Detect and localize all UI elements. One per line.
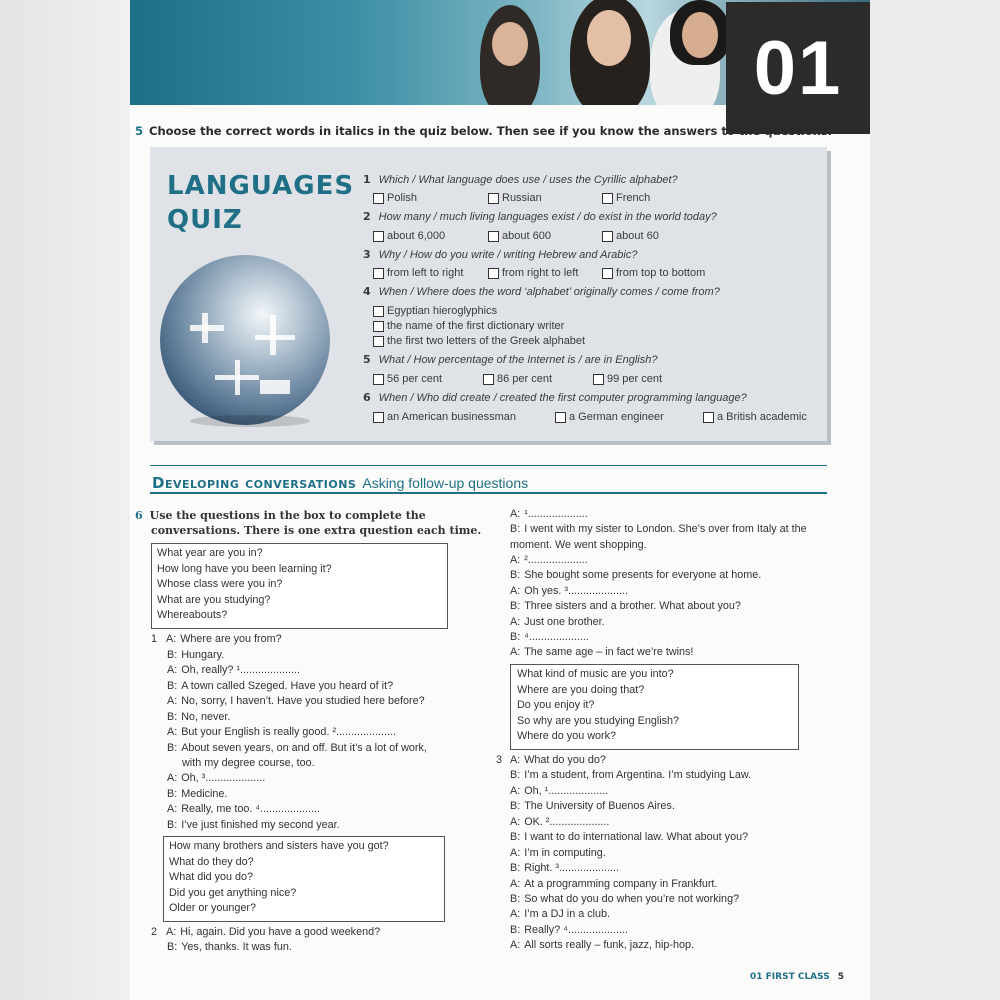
page-footer bbox=[750, 972, 844, 982]
line-text: No, never. bbox=[181, 711, 231, 723]
exercise-6-instruction bbox=[135, 508, 426, 524]
speaker: A: bbox=[510, 754, 521, 766]
checkbox-icon[interactable] bbox=[602, 231, 613, 242]
quiz-option-checkbox[interactable] bbox=[602, 230, 659, 242]
line-text: So what do you do when you’re not working? bbox=[524, 893, 740, 905]
checkbox-icon[interactable] bbox=[373, 412, 384, 423]
checkbox-icon[interactable] bbox=[602, 193, 613, 204]
section-rule-top bbox=[150, 465, 827, 466]
dialogue-line bbox=[167, 940, 292, 956]
photo-face-2 bbox=[587, 10, 631, 66]
dialogue-line bbox=[167, 694, 425, 710]
option-label: about 600 bbox=[502, 230, 551, 242]
speaker: B: bbox=[510, 631, 521, 643]
speaker: B: bbox=[510, 893, 521, 905]
box-question: Older or younger? bbox=[169, 902, 257, 914]
box-question: Where do you work? bbox=[517, 730, 617, 742]
line-text: She bought some presents for everyone at home. bbox=[524, 569, 762, 581]
speaker: B: bbox=[510, 523, 521, 535]
quiz-option-checkbox[interactable] bbox=[488, 267, 578, 279]
option-label: 86 per cent bbox=[497, 373, 553, 385]
speaker: A: bbox=[510, 878, 521, 890]
speaker: A: bbox=[510, 785, 521, 797]
globe-shadow bbox=[190, 415, 310, 427]
question-number: 3 bbox=[363, 248, 371, 261]
photo-face-1 bbox=[492, 22, 528, 66]
question-box-3 bbox=[510, 664, 799, 750]
line-text: Really? ⁴.................... bbox=[524, 924, 628, 936]
line-text: All sorts really – funk, jazz, hip-hop. bbox=[524, 939, 695, 951]
speaker: B: bbox=[510, 800, 521, 812]
quiz-option-checkbox[interactable] bbox=[373, 305, 497, 317]
option-label: the name of the first dictionary writer bbox=[387, 320, 565, 332]
checkbox-icon[interactable] bbox=[488, 268, 499, 279]
speaker: B: bbox=[510, 569, 521, 581]
question-number: 6 bbox=[363, 391, 371, 404]
line-text: No, sorry, I haven’t. Have you studied here before? bbox=[181, 695, 425, 707]
unit-number-badge: 01 bbox=[726, 2, 870, 134]
question-number: 4 bbox=[363, 285, 371, 298]
dialogue-line bbox=[510, 907, 610, 923]
line-text: But your English is really good. ².................... bbox=[181, 726, 397, 738]
speaker: A: bbox=[510, 585, 521, 597]
line-text: Really, me too. ⁴.................... bbox=[181, 803, 321, 815]
speaker: A: bbox=[166, 633, 177, 645]
option-label: French bbox=[616, 192, 651, 204]
dialogue-line bbox=[510, 568, 761, 584]
line-text: ¹.................... bbox=[524, 508, 588, 520]
speaker: A: bbox=[167, 695, 178, 707]
speaker: A: bbox=[167, 772, 178, 784]
quiz-title-line-2: QUIZ bbox=[167, 205, 243, 235]
option-label: the first two letters of the Greek alphabet bbox=[387, 335, 586, 347]
box-question: Do you enjoy it? bbox=[517, 699, 595, 711]
dialogue-line bbox=[510, 553, 588, 569]
flag-stripe bbox=[202, 313, 208, 343]
line-text: ².................... bbox=[524, 554, 588, 566]
speaker: B: bbox=[167, 711, 178, 723]
checkbox-icon[interactable] bbox=[373, 193, 384, 204]
quiz-option-checkbox[interactable] bbox=[555, 411, 664, 423]
question-text: When / Who did create / created the first computer programming language? bbox=[378, 392, 747, 404]
dialogue-line: with my degree course, too. bbox=[182, 757, 315, 769]
dialogue-line: moment. We went shopping. bbox=[510, 539, 647, 551]
line-text: I went with my sister to London. She’s over from Italy at the bbox=[524, 523, 807, 535]
quiz-option-checkbox[interactable] bbox=[373, 373, 442, 385]
line-text: Oh, really? ¹.................... bbox=[181, 664, 301, 676]
box-question: Did you get anything nice? bbox=[169, 886, 297, 899]
line-text: Oh, ¹.................... bbox=[524, 785, 609, 797]
question-number: 2 bbox=[363, 210, 371, 223]
line-text: ⁴.................... bbox=[524, 631, 589, 643]
checkbox-icon[interactable] bbox=[602, 268, 613, 279]
dialogue-line bbox=[510, 615, 605, 631]
question-text: When / Where does the word ‘alphabet’ originally comes / come from? bbox=[378, 286, 720, 298]
quiz-option-checkbox[interactable] bbox=[703, 411, 807, 423]
option-label: a British academic bbox=[717, 411, 807, 423]
box-question: How long have you been learning it? bbox=[157, 562, 332, 575]
exercise-number: 5 bbox=[135, 124, 144, 138]
flag-patch bbox=[260, 380, 290, 394]
speaker: A: bbox=[510, 554, 521, 566]
dialogue-line bbox=[510, 768, 751, 784]
speaker: A: bbox=[167, 726, 178, 738]
line-text: Right. ³.................... bbox=[524, 862, 619, 874]
quiz-question-2 bbox=[363, 210, 717, 223]
line-text: The same age – in fact we’re twins! bbox=[524, 646, 694, 658]
dialogue-line bbox=[167, 787, 227, 803]
quiz-question-3 bbox=[363, 248, 637, 261]
conversation-number: 2 bbox=[151, 926, 158, 938]
line-text: The University of Buenos Aires. bbox=[524, 800, 675, 812]
box-question: Whose class were you in? bbox=[157, 578, 283, 590]
globe-of-flags-image bbox=[160, 255, 330, 425]
speaker: A: bbox=[510, 508, 521, 520]
dialogue-line bbox=[510, 630, 589, 646]
speaker: B: bbox=[510, 600, 521, 612]
question-box-1 bbox=[151, 543, 448, 629]
speaker: A: bbox=[510, 646, 521, 658]
speaker: A: bbox=[510, 908, 521, 920]
dialogue-line bbox=[496, 753, 606, 769]
quiz-question-1 bbox=[363, 173, 678, 186]
line-text: I’m a student, from Argentina. I’m studying Law. bbox=[524, 769, 752, 781]
line-text: Where are you from? bbox=[180, 633, 282, 645]
dialogue-line bbox=[167, 818, 340, 834]
speaker: A: bbox=[167, 803, 178, 815]
box-question: Whereabouts? bbox=[157, 609, 228, 621]
dialogue-line bbox=[167, 710, 230, 726]
question-text: What / How percentage of the Internet is / are in English? bbox=[378, 354, 658, 366]
line-text: About seven years, on and off. But it’s a lot of work, bbox=[181, 742, 427, 754]
quiz-option-checkbox[interactable] bbox=[373, 267, 463, 279]
line-text: At a programming company in Frankfurt. bbox=[524, 878, 718, 890]
speaker: B: bbox=[510, 831, 521, 843]
option-label: about 6,000 bbox=[387, 230, 446, 242]
option-label: 99 per cent bbox=[607, 373, 663, 385]
dialogue-line bbox=[510, 923, 628, 939]
quiz-option-checkbox[interactable] bbox=[483, 373, 552, 385]
line-text: Just one brother. bbox=[524, 616, 605, 628]
line-text: I’m in computing. bbox=[524, 847, 606, 859]
quiz-option-checkbox[interactable] bbox=[488, 192, 542, 204]
box-question: So why are you studying English? bbox=[517, 714, 680, 727]
quiz-option-checkbox[interactable] bbox=[373, 335, 585, 347]
checkbox-icon[interactable] bbox=[373, 268, 384, 279]
section-subtitle: Asking follow-up questions bbox=[362, 475, 529, 491]
quiz-option-checkbox[interactable] bbox=[373, 320, 564, 332]
speaker: A: bbox=[166, 926, 177, 938]
question-number: 1 bbox=[363, 173, 371, 186]
question-box-2 bbox=[163, 836, 445, 922]
speaker: A: bbox=[510, 847, 521, 859]
line-text: Yes, thanks. It was fun. bbox=[181, 941, 292, 953]
dialogue-line bbox=[510, 507, 588, 523]
line-text: Oh yes. ³.................... bbox=[524, 585, 628, 597]
dialogue-line bbox=[510, 645, 693, 661]
line-text: I’m a DJ in a club. bbox=[524, 908, 611, 920]
dialogue-line bbox=[167, 648, 224, 664]
speaker: B: bbox=[510, 769, 521, 781]
line-text: What do you do? bbox=[524, 754, 606, 766]
checkbox-icon[interactable] bbox=[703, 412, 714, 423]
option-label: 56 per cent bbox=[387, 373, 443, 385]
checkbox-icon[interactable] bbox=[373, 231, 384, 242]
exercise-6-instruction-cont: conversations. There is one extra question each time. bbox=[151, 524, 482, 537]
section-title: Developing conversations bbox=[152, 474, 357, 492]
box-question: What kind of music are you into? bbox=[517, 668, 674, 680]
option-label: about 60 bbox=[616, 230, 659, 242]
quiz-option-checkbox[interactable] bbox=[488, 230, 551, 242]
quiz-option-checkbox[interactable] bbox=[373, 411, 516, 423]
line-text: Hi, again. Did you have a good weekend? bbox=[180, 926, 381, 938]
option-label: from top to bottom bbox=[616, 267, 706, 279]
question-number: 5 bbox=[363, 353, 371, 366]
option-label: an American businessman bbox=[387, 411, 517, 423]
speaker: B: bbox=[510, 862, 521, 874]
line-text: Hungary. bbox=[181, 649, 225, 661]
quiz-option-checkbox[interactable] bbox=[373, 230, 445, 242]
box-question: What did you do? bbox=[169, 871, 254, 883]
box-question: What year are you in? bbox=[157, 547, 263, 559]
option-label: from right to left bbox=[502, 267, 579, 279]
dialogue-line bbox=[510, 522, 807, 538]
section-rule-bottom bbox=[150, 492, 827, 494]
speaker: A: bbox=[510, 616, 521, 628]
quiz-title bbox=[167, 169, 354, 237]
page-number: 5 bbox=[837, 972, 844, 982]
dialogue-line bbox=[510, 815, 609, 831]
dialogue-line bbox=[510, 799, 675, 815]
dialogue-line bbox=[167, 725, 396, 741]
quiz-question-6 bbox=[363, 391, 747, 404]
box-question: Where are you doing that? bbox=[517, 683, 645, 696]
speaker: A: bbox=[167, 664, 178, 676]
exercise-number: 6 bbox=[135, 509, 143, 522]
option-label: Polish bbox=[387, 192, 417, 204]
line-text: Three sisters and a brother. What about you? bbox=[524, 600, 741, 612]
dialogue-line bbox=[510, 599, 741, 615]
textbook-page bbox=[130, 0, 870, 1000]
dialogue-line bbox=[510, 877, 717, 893]
quiz-question-4 bbox=[363, 285, 720, 298]
speaker: B: bbox=[167, 941, 178, 953]
footer-unit-label: 01 FIRST CLASS bbox=[750, 972, 830, 982]
checkbox-icon[interactable] bbox=[593, 374, 604, 385]
dialogue-line bbox=[151, 925, 380, 941]
conversation-number: 3 bbox=[496, 754, 503, 766]
dialogue-line bbox=[167, 663, 300, 679]
checkbox-icon[interactable] bbox=[488, 231, 499, 242]
instruction-text: Choose the correct words in italics in the quiz below. Then see if you know the answers to the questions. bbox=[149, 124, 833, 138]
line-text: Oh, ³.................... bbox=[181, 772, 266, 784]
dialogue-line bbox=[510, 784, 608, 800]
line-text: Medicine. bbox=[181, 788, 228, 800]
dialogue-line bbox=[510, 861, 619, 877]
speaker: B: bbox=[167, 649, 178, 661]
question-text: Why / How do you write / writing Hebrew and Arabic? bbox=[378, 249, 638, 261]
checkbox-icon[interactable] bbox=[488, 193, 499, 204]
quiz-title-line-1: LANGUAGES bbox=[167, 171, 355, 201]
line-text: I’ve just finished my second year. bbox=[181, 819, 340, 831]
dialogue-line bbox=[167, 679, 393, 695]
quiz-option-checkbox[interactable] bbox=[373, 192, 417, 204]
quiz-option-checkbox[interactable] bbox=[593, 373, 662, 385]
box-question: What are you studying? bbox=[157, 593, 271, 606]
dialogue-line bbox=[510, 846, 606, 862]
line-text: I want to do international law. What about you? bbox=[524, 831, 749, 843]
exercise-5-instruction bbox=[135, 124, 832, 138]
dialogue-line bbox=[510, 938, 694, 954]
quiz-option-checkbox[interactable] bbox=[602, 192, 650, 204]
line-text: OK. ².................... bbox=[524, 816, 610, 828]
instruction-line-1: Use the questions in the box to complete the bbox=[149, 509, 426, 522]
option-label: a German engineer bbox=[569, 411, 664, 423]
checkbox-icon[interactable] bbox=[373, 336, 384, 347]
option-label: Russian bbox=[502, 192, 542, 204]
page-gutter-right bbox=[870, 0, 1000, 1000]
speaker: A: bbox=[510, 939, 521, 951]
page-gutter-left bbox=[0, 0, 130, 1000]
quiz-question-5 bbox=[363, 353, 657, 366]
speaker: B: bbox=[510, 924, 521, 936]
checkbox-icon[interactable] bbox=[483, 374, 494, 385]
dialogue-line bbox=[510, 584, 628, 600]
option-label: Egyptian hieroglyphics bbox=[387, 305, 498, 317]
languages-quiz-panel bbox=[150, 147, 827, 441]
section-heading bbox=[152, 474, 528, 492]
speaker: B: bbox=[167, 742, 178, 754]
conversation-number: 1 bbox=[151, 633, 158, 645]
box-question: How many brothers and sisters have you got? bbox=[169, 840, 389, 852]
line-text: A town called Szeged. Have you heard of it? bbox=[181, 680, 394, 692]
flag-stripe bbox=[235, 360, 240, 395]
dialogue-line bbox=[510, 892, 739, 908]
dialogue-line bbox=[167, 771, 265, 787]
checkbox-icon[interactable] bbox=[373, 321, 384, 332]
speaker: B: bbox=[167, 680, 178, 692]
dialogue-line bbox=[167, 741, 427, 757]
box-question: What do they do? bbox=[169, 855, 254, 868]
dialogue-line bbox=[510, 830, 748, 846]
speaker: B: bbox=[167, 788, 178, 800]
flag-stripe bbox=[270, 315, 276, 355]
dialogue-line bbox=[167, 802, 320, 818]
quiz-option-checkbox[interactable] bbox=[602, 267, 705, 279]
checkbox-icon[interactable] bbox=[555, 412, 566, 423]
question-text: How many / much living languages exist / do exist in the world today? bbox=[378, 211, 717, 223]
speaker: A: bbox=[510, 816, 521, 828]
option-label: from left to right bbox=[387, 267, 464, 279]
checkbox-icon[interactable] bbox=[373, 374, 384, 385]
dialogue-line bbox=[151, 632, 282, 648]
question-text: Which / What language does use / uses the Cyrillic alphabet? bbox=[378, 174, 678, 186]
speaker: B: bbox=[167, 819, 178, 831]
checkbox-icon[interactable] bbox=[373, 306, 384, 317]
photo-face-4 bbox=[682, 12, 718, 58]
